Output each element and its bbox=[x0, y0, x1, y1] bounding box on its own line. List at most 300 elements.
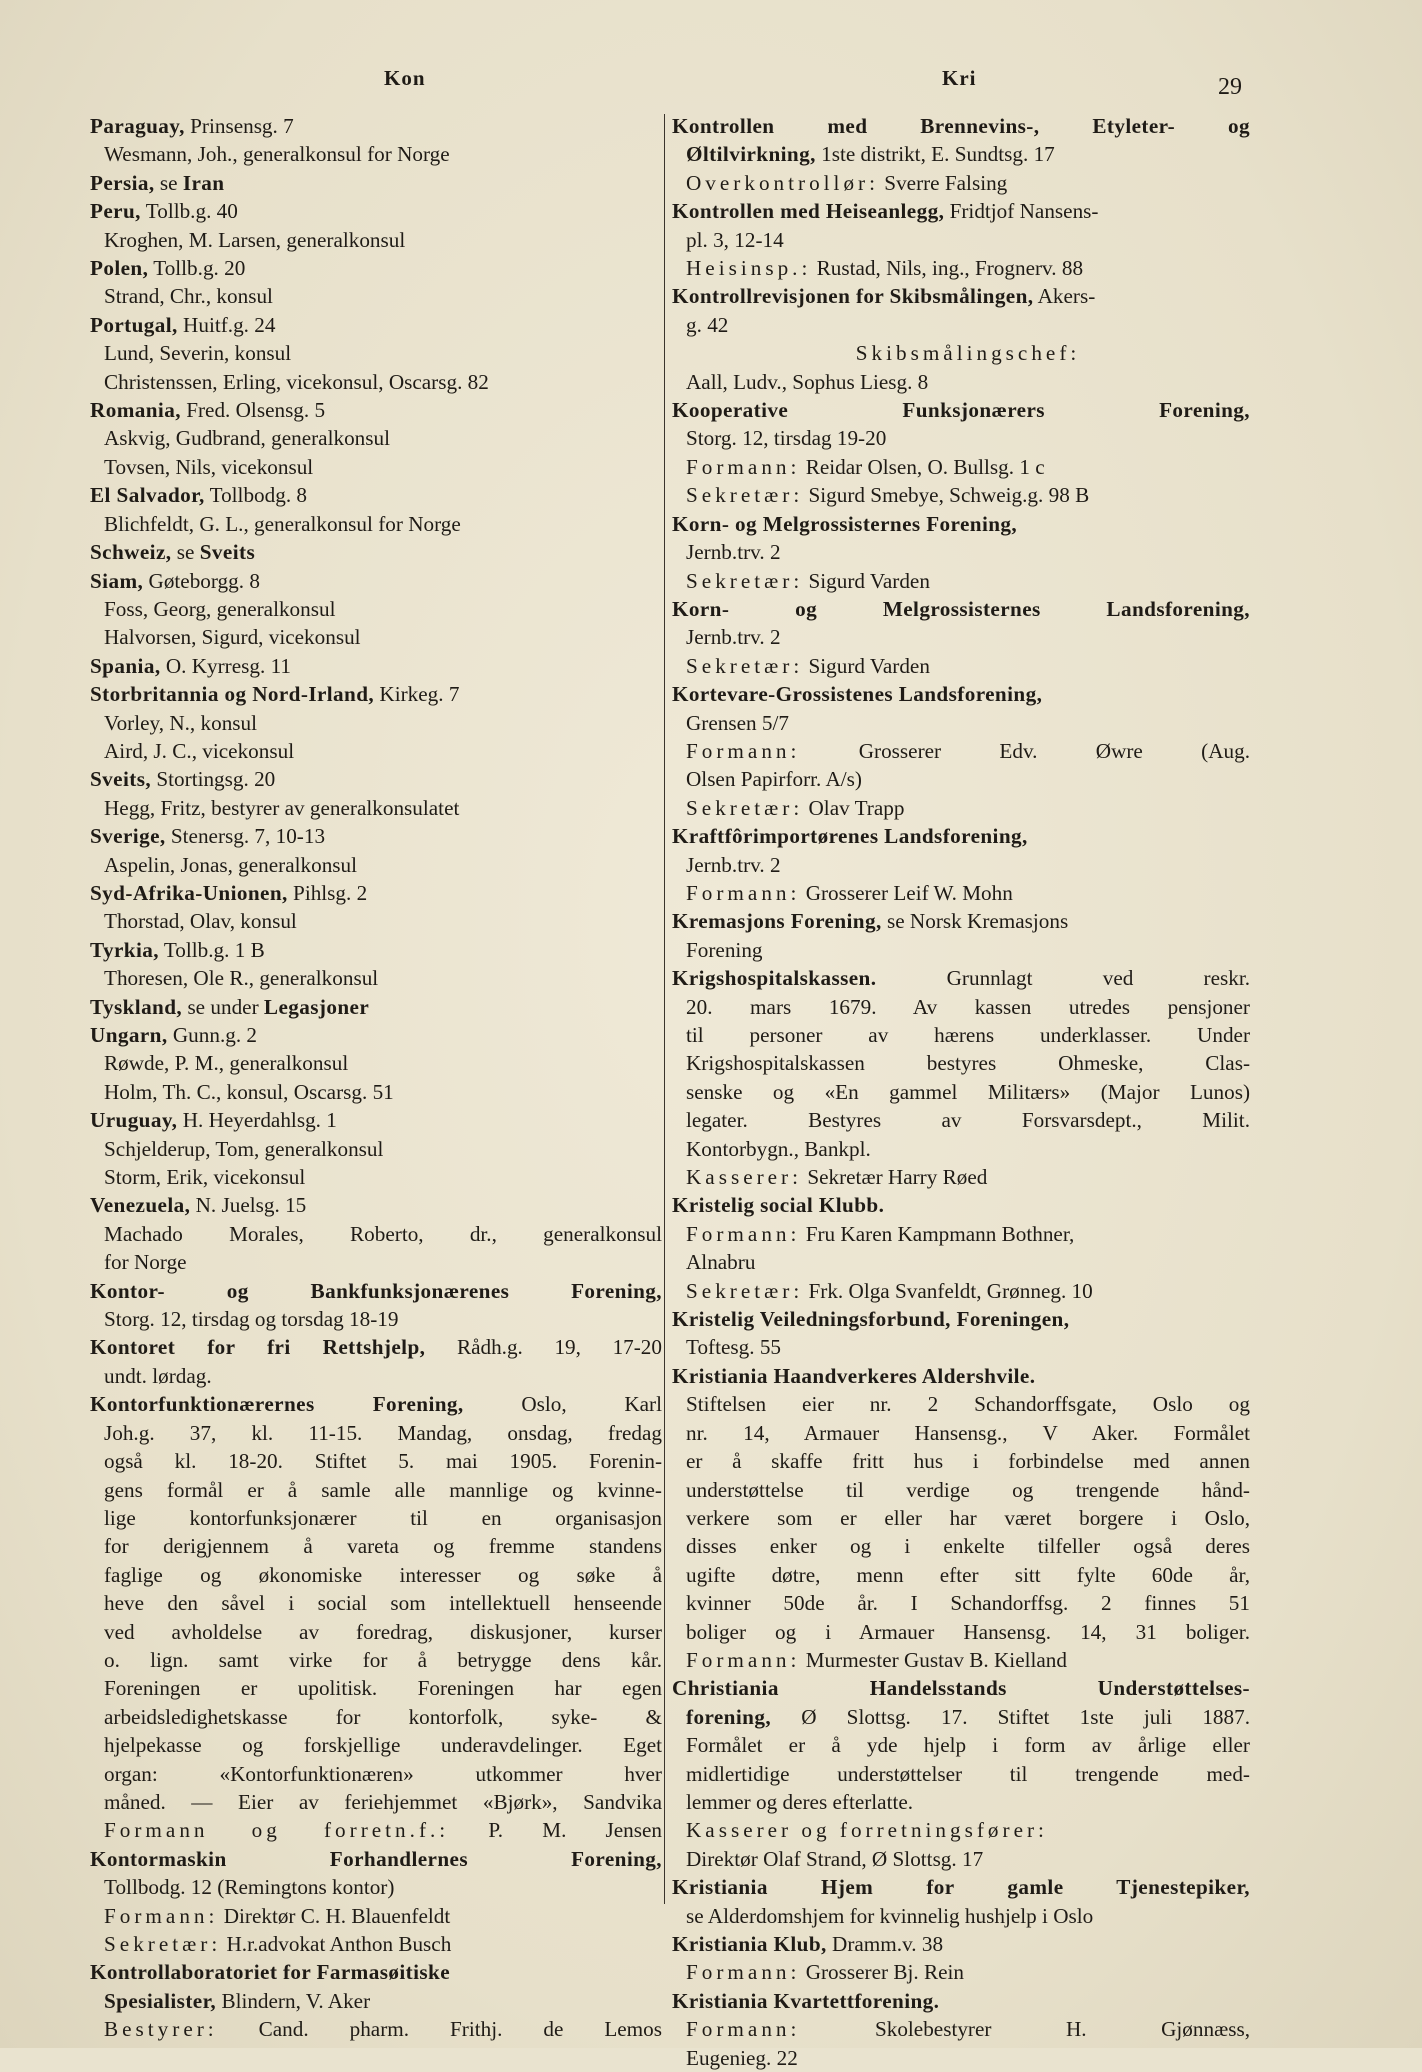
entry-line bbox=[672, 1958, 1250, 1986]
entry-text: 1ste distrikt, E. Sundtsg. 17 bbox=[815, 142, 1055, 167]
entry-text: Machado Morales, Roberto, dr., generalkonsul bbox=[104, 1221, 662, 1246]
entry-text: Joh.g. 37, kl. 11-15. Mandag, onsdag, fredag bbox=[104, 1420, 662, 1445]
entry-heading: Siam, bbox=[90, 568, 144, 593]
entry-text: H.r.advokat Anthon Busch bbox=[221, 1932, 452, 1956]
entry-line bbox=[90, 964, 662, 992]
entry-line bbox=[672, 1333, 1250, 1361]
entry-line bbox=[672, 1532, 1250, 1560]
entry-line bbox=[90, 1135, 662, 1163]
entry-text: Tollbodg. 8 bbox=[204, 483, 308, 508]
entry-text: senske og «En gammel Militærs» (Major Lunos) bbox=[686, 1079, 1250, 1104]
entry-line bbox=[672, 1021, 1250, 1049]
entry-text: Olsen Papirforr. A/s) bbox=[686, 767, 862, 792]
entry-text: Rådh.g. 19, 17-20 bbox=[425, 1335, 662, 1360]
entry-line bbox=[90, 993, 662, 1021]
entry-heading: Kontrollrevisjonen for Skibsmålingen, bbox=[672, 284, 1034, 309]
entry-text: Sigurd Smebye, Schweig.g. 98 B bbox=[803, 483, 1090, 508]
entry-line bbox=[90, 1760, 662, 1788]
entry-line bbox=[90, 1788, 662, 1816]
entry-line bbox=[90, 1532, 662, 1560]
entry-heading: Øltilvirkning, bbox=[686, 142, 816, 167]
entry-text: Schjelderup, Tom, generalkonsul bbox=[104, 1136, 384, 1161]
entry-line bbox=[672, 1191, 1250, 1219]
running-header-left: Kon bbox=[384, 66, 426, 90]
role-label: Kasserer: bbox=[686, 1165, 803, 1190]
entry-line bbox=[90, 1191, 662, 1219]
entry-text: Tollb.g. 1 B bbox=[158, 937, 265, 962]
entry-text: Sekretær Harry Røed bbox=[802, 1165, 988, 1190]
entry-heading: Schweiz, bbox=[90, 540, 172, 565]
entry-line bbox=[672, 339, 1250, 367]
entry-line bbox=[90, 851, 662, 879]
entry-text: Kontorbygn., Bankpl. bbox=[686, 1136, 871, 1161]
entry-line bbox=[672, 1816, 1250, 1844]
entry-line bbox=[672, 1845, 1250, 1873]
entry-text: se Alderdomshjem for kvinnelig hushjelp i Oslo bbox=[686, 1903, 1094, 1928]
entry-text: Akers- bbox=[1033, 284, 1096, 309]
entry-text: Frk. Olga Svanfeldt, Grønneg. 10 bbox=[803, 1278, 1093, 1303]
entry-text: Storg. 12, tirsdag og torsdag 18-19 bbox=[104, 1307, 399, 1332]
entry-text: pl. 3, 12-14 bbox=[686, 227, 784, 252]
entry-heading: Kraftfôrimportørenes Landsforening, bbox=[672, 824, 1028, 849]
entry-text: Storm, Erik, vicekonsul bbox=[104, 1165, 306, 1190]
entry-line bbox=[672, 1248, 1250, 1276]
entry-text: Foss, Georg, generalkonsul bbox=[104, 596, 336, 621]
entry-heading: Portugal, bbox=[90, 312, 178, 337]
entry-line bbox=[90, 311, 662, 339]
entry-line bbox=[672, 1220, 1250, 1248]
entry-line bbox=[672, 481, 1250, 509]
entry-line bbox=[672, 1390, 1250, 1418]
entry-heading: Iran bbox=[182, 170, 225, 195]
entry-text: Tollbodg. 12 (Remingtons kontor) bbox=[104, 1875, 395, 1900]
entry-text: disses enker og i enkelte tilfeller også deres bbox=[686, 1534, 1250, 1559]
entry-line bbox=[672, 1561, 1250, 1589]
entry-heading: Ungarn, bbox=[90, 1023, 168, 1047]
role-label: Sekretær: bbox=[686, 795, 804, 820]
entry-text: faglige og økonomiske interesser og søke å bbox=[104, 1562, 662, 1587]
entry-heading: Kristiania Kvartettforening. bbox=[672, 1988, 940, 2013]
entry-line bbox=[90, 1163, 662, 1191]
entry-text: O. Kyrresg. 11 bbox=[160, 653, 291, 678]
entry-line bbox=[672, 1163, 1250, 1191]
entry-line bbox=[672, 993, 1250, 1021]
entry-text: Tollb.g. 20 bbox=[148, 256, 246, 281]
entry-text: Olav Trapp bbox=[803, 795, 905, 820]
entry-heading: Kontrollaboratoriet for Farmasøitiske bbox=[90, 1960, 451, 1985]
entry-text: Fred. Olsensg. 5 bbox=[180, 398, 326, 423]
entry-line bbox=[90, 567, 662, 595]
entry-text: Cand. pharm. Frithj. de Lemos bbox=[217, 2017, 662, 2042]
entry-line bbox=[672, 567, 1250, 595]
entry-line bbox=[672, 311, 1250, 339]
entry-heading: Persia, bbox=[90, 170, 155, 195]
entry-line bbox=[90, 595, 662, 623]
entry-line bbox=[672, 282, 1250, 310]
entry-line bbox=[672, 680, 1250, 708]
entry-text: Tollb.g. 40 bbox=[140, 199, 238, 224]
entry-line bbox=[672, 169, 1250, 197]
entry-line bbox=[672, 453, 1250, 481]
entry-text: Murmester Gustav B. Kielland bbox=[800, 1647, 1067, 1672]
entry-line bbox=[90, 169, 662, 197]
entry-line bbox=[672, 623, 1250, 651]
role-label: Formann: bbox=[686, 1647, 801, 1672]
entry-line bbox=[672, 1674, 1250, 1702]
entry-text: Stenersg. 7, 10-13 bbox=[165, 824, 326, 849]
entry-heading: Spesialister, bbox=[104, 1988, 217, 2013]
role-label: Formann: bbox=[686, 1221, 801, 1246]
entry-text: se bbox=[154, 170, 183, 195]
entry-line bbox=[90, 112, 662, 140]
entry-text: Jernb.trv. 2 bbox=[686, 540, 781, 565]
entry-heading: Syd-Afrika-Unionen, bbox=[90, 880, 288, 905]
entry-line bbox=[90, 1220, 662, 1248]
entry-text: Halvorsen, Sigurd, vicekonsul bbox=[104, 625, 361, 650]
entry-heading: Korn- og Melgrossisternes Forening, bbox=[672, 511, 1018, 536]
entry-text: Prinsensg. 7 bbox=[184, 114, 294, 138]
entry-line bbox=[90, 481, 662, 509]
entry-text: Alnabru bbox=[686, 1250, 756, 1275]
entry-text: Krigshospitalskassen bestyres Ohmeske, Clas- bbox=[686, 1051, 1250, 1076]
entry-line bbox=[90, 1049, 662, 1077]
entry-line bbox=[90, 453, 662, 481]
entry-line bbox=[672, 538, 1250, 566]
entry-heading: Kremasjons Forening, bbox=[672, 909, 882, 934]
entry-text: Røwde, P. M., generalkonsul bbox=[104, 1051, 349, 1076]
entry-line bbox=[90, 709, 662, 737]
entry-line bbox=[90, 1703, 662, 1731]
entry-line bbox=[90, 1902, 662, 1930]
entry-heading: Kristiania Haandverkeres Aldershvile. bbox=[672, 1363, 1036, 1388]
entry-text: arbeidsledighetskasse for kontorfolk, syke- & bbox=[104, 1704, 662, 1729]
entry-text: organ: «Kontorfunktionæren» utkommer hver bbox=[104, 1761, 662, 1786]
entry-text: Hegg, Fritz, bestyrer av generalkonsulatet bbox=[104, 795, 460, 820]
entry-heading: Kristelig Veiledningsforbund, Foreningen, bbox=[672, 1307, 1070, 1332]
entry-line bbox=[90, 197, 662, 225]
entry-text: måned. — Eier av feriehjemmet «Bjørk», Sandvika bbox=[104, 1789, 662, 1814]
entry-line bbox=[672, 1731, 1250, 1759]
entry-text: Christenssen, Erling, vicekonsul, Oscarsg. 82 bbox=[104, 369, 489, 394]
entry-text: H. Heyerdahlsg. 1 bbox=[177, 1108, 337, 1133]
entry-line bbox=[672, 851, 1250, 879]
entry-line bbox=[672, 1049, 1250, 1077]
entry-line bbox=[672, 1305, 1250, 1333]
entry-line bbox=[672, 140, 1250, 168]
entry-line bbox=[90, 1248, 662, 1276]
entry-heading: Christiania Handelsstands Understøttelses- bbox=[672, 1676, 1250, 1701]
entry-line bbox=[90, 1845, 662, 1873]
entry-text: Forening bbox=[686, 937, 763, 962]
entry-line bbox=[672, 709, 1250, 737]
entry-text: boliger og i Armauer Hansensg. 14, 31 boliger. bbox=[686, 1619, 1250, 1644]
entry-line bbox=[90, 1362, 662, 1390]
entry-line bbox=[90, 680, 662, 708]
entry-text: til personer av hærens underklasser. Under bbox=[686, 1023, 1250, 1047]
entry-line bbox=[90, 1987, 662, 2015]
role-label: Bestyrer: bbox=[104, 2017, 218, 2042]
entry-text: ugifte døtre, menn efter sitt fylte 60de år, bbox=[686, 1562, 1250, 1587]
entry-text: Fridtjof Nansens- bbox=[944, 199, 1099, 224]
entry-text: Formålet er å yde hjelp i form av årlige eller bbox=[686, 1733, 1250, 1758]
entry-line bbox=[90, 1277, 662, 1305]
role-label: Formann: bbox=[686, 1960, 801, 1985]
entry-line bbox=[90, 907, 662, 935]
entry-text: o. lign. samt virke for å betrygge dens kår. bbox=[104, 1647, 662, 1672]
entry-text: ved avholdelse av foredrag, diskusjoner, kurser bbox=[104, 1619, 662, 1644]
entry-text: Stortingsg. 20 bbox=[151, 767, 276, 792]
entry-line bbox=[672, 1078, 1250, 1106]
entry-heading: El Salvador, bbox=[90, 483, 205, 508]
entry-text: heve den såvel i social som intellektuell henseende bbox=[104, 1591, 662, 1616]
entry-text: Direktør C. H. Blauenfeldt bbox=[218, 1903, 451, 1928]
entry-text: Dramm.v. 38 bbox=[826, 1932, 944, 1956]
entry-heading: Krigshospitalskassen. bbox=[672, 966, 877, 991]
entry-text: Storg. 12, tirsdag 19-20 bbox=[686, 426, 887, 451]
entry-line bbox=[90, 623, 662, 651]
entry-line bbox=[672, 2015, 1250, 2043]
entry-heading: Legasjoner bbox=[263, 994, 370, 1019]
entry-line bbox=[672, 765, 1250, 793]
entry-line bbox=[90, 794, 662, 822]
entry-line bbox=[672, 1277, 1250, 1305]
entry-heading: Kristiania Klub, bbox=[672, 1932, 827, 1956]
entry-text: Ø Slottsg. 17. Stiftet 1ste juli 1887. bbox=[771, 1704, 1250, 1729]
entry-heading: Sveits bbox=[199, 540, 256, 565]
entry-line bbox=[90, 1333, 662, 1361]
entry-line bbox=[90, 1106, 662, 1134]
entry-text: Sverre Falsing bbox=[878, 170, 1008, 195]
entry-heading: Kristiania Hjem for gamle Tjenestepiker, bbox=[672, 1875, 1250, 1900]
entry-heading: forening, bbox=[686, 1704, 772, 1729]
running-header-right: Kri bbox=[942, 66, 977, 90]
entry-line bbox=[672, 794, 1250, 822]
role-label: Formann: bbox=[686, 738, 801, 763]
entry-line bbox=[672, 396, 1250, 424]
entry-line bbox=[90, 1873, 662, 1901]
entry-text: understøttelse til verdige og trengende hånd- bbox=[686, 1477, 1250, 1502]
entry-text: P. M. Jensen bbox=[449, 1818, 662, 1843]
entry-text: se under bbox=[182, 994, 264, 1019]
entry-heading: Romania, bbox=[90, 398, 181, 423]
entry-line bbox=[90, 1078, 662, 1106]
entry-heading: Kontoret for fri Rettshjelp, bbox=[90, 1335, 426, 1360]
entry-line bbox=[672, 1788, 1250, 1816]
entry-line bbox=[90, 737, 662, 765]
entry-line bbox=[672, 1106, 1250, 1134]
entry-heading: Korn- og Melgrossisternes Landsforening, bbox=[672, 596, 1250, 621]
entry-heading: Peru, bbox=[90, 199, 141, 224]
entry-line bbox=[672, 226, 1250, 254]
entry-line bbox=[90, 1504, 662, 1532]
entry-text: nr. 14, Armauer Hansensg., V Aker. Formålet bbox=[686, 1420, 1250, 1445]
entry-line bbox=[672, 1135, 1250, 1163]
entry-line bbox=[672, 1930, 1250, 1958]
entry-text: Holm, Th. C., konsul, Oscarsg. 51 bbox=[104, 1079, 394, 1104]
entry-line bbox=[672, 652, 1250, 680]
entry-line bbox=[672, 112, 1250, 140]
role-label: Sekretær: bbox=[686, 568, 804, 593]
entry-line bbox=[90, 879, 662, 907]
entry-heading: Kontor- og Bankfunksjonærenes Forening, bbox=[90, 1278, 662, 1303]
entry-line bbox=[90, 1589, 662, 1617]
entry-text: Kirkeg. 7 bbox=[374, 682, 460, 707]
role-label: Skibsmålingschef: bbox=[855, 341, 1081, 366]
entry-line bbox=[90, 339, 662, 367]
entry-text: undt. lørdag. bbox=[104, 1363, 212, 1388]
entry-line bbox=[90, 765, 662, 793]
role-label: Sekretær: bbox=[104, 1932, 222, 1956]
entry-text: Aird, J. C., vicekonsul bbox=[104, 738, 295, 763]
entry-line bbox=[672, 1589, 1250, 1617]
entry-text: Skolebestyrer H. Gjønnæss, bbox=[800, 2017, 1250, 2042]
entry-text: også kl. 18-20. Stiftet 5. mai 1905. Forenin- bbox=[104, 1449, 662, 1474]
entry-text: Kroghen, M. Larsen, generalkonsul bbox=[104, 227, 406, 252]
entry-text: Jernb.trv. 2 bbox=[686, 852, 781, 877]
entry-text: Gøteborgg. 8 bbox=[143, 568, 260, 593]
entry-text: verkere som er eller har været borgere i Oslo, bbox=[686, 1505, 1250, 1530]
entry-text: Fru Karen Kampmann Bothner, bbox=[800, 1221, 1075, 1246]
entry-text: Grosserer Edv. Øwre (Aug. bbox=[800, 738, 1250, 763]
entry-text: Huitf.g. 24 bbox=[177, 312, 276, 337]
entry-text: Blindern, V. Aker bbox=[216, 1988, 371, 2013]
role-label: Sekretær: bbox=[686, 1278, 804, 1303]
entry-text: er å skaffe fritt hus i forbindelse med annen bbox=[686, 1449, 1250, 1474]
role-label: Kasserer og forretningsfører: bbox=[686, 1818, 1048, 1843]
entry-text: se Norsk Kremasjons bbox=[881, 909, 1069, 934]
entry-line bbox=[90, 226, 662, 254]
entry-line bbox=[672, 510, 1250, 538]
role-label: Formann: bbox=[686, 880, 801, 905]
entry-line bbox=[90, 1674, 662, 1702]
entry-text: gens formål er å samle alle mannlige og kvinne- bbox=[104, 1477, 662, 1502]
entry-line bbox=[672, 1703, 1250, 1731]
column-divider bbox=[664, 114, 665, 1904]
entry-heading: Storbritannia og Nord-Irland, bbox=[90, 682, 375, 707]
entry-heading: Kortevare-Grossistenes Landsforening, bbox=[672, 682, 1043, 707]
entry-line bbox=[672, 1447, 1250, 1475]
entry-line bbox=[672, 1760, 1250, 1788]
role-label: Sekretær: bbox=[686, 483, 804, 508]
page-number: 29 bbox=[1218, 74, 1242, 100]
entry-line bbox=[90, 538, 662, 566]
entry-text: hjelpekasse og forskjellige underavdelinger. Eget bbox=[104, 1733, 662, 1758]
entry-text: for Norge bbox=[104, 1250, 187, 1275]
entry-heading: Sverige, bbox=[90, 824, 166, 849]
entry-text: Thoresen, Ole R., generalkonsul bbox=[104, 966, 379, 991]
entry-line bbox=[90, 1958, 662, 1986]
entry-line bbox=[672, 822, 1250, 850]
entry-text: Grensen 5/7 bbox=[686, 710, 789, 735]
entry-text: legater. Bestyres av Forsvarsdept., Milit. bbox=[686, 1108, 1250, 1133]
entry-text: Toftesg. 55 bbox=[686, 1335, 782, 1360]
entry-text: Gunn.g. 2 bbox=[167, 1023, 258, 1047]
entry-line bbox=[90, 424, 662, 452]
role-label: Heisinsp.: bbox=[686, 256, 812, 281]
entry-line bbox=[672, 1902, 1250, 1930]
entry-line bbox=[672, 737, 1250, 765]
role-label: Overkontrollør: bbox=[686, 170, 879, 195]
entry-line bbox=[90, 1731, 662, 1759]
entry-line bbox=[90, 140, 662, 168]
entry-heading: Kontrollen med Heiseanlegg, bbox=[672, 199, 945, 224]
entry-line bbox=[672, 595, 1250, 623]
entry-line bbox=[90, 254, 662, 282]
entry-text: Aall, Ludv., Sophus Liesg. 8 bbox=[686, 369, 929, 394]
right-column bbox=[672, 112, 1250, 2072]
role-label: Formann og forretn.f.: bbox=[104, 1818, 450, 1843]
entry-line bbox=[672, 964, 1250, 992]
entry-heading: Tyrkia, bbox=[90, 937, 159, 962]
entry-line bbox=[90, 510, 662, 538]
entry-line bbox=[90, 1305, 662, 1333]
entry-heading: Kooperative Funksjonærers Forening, bbox=[672, 398, 1250, 423]
entry-line bbox=[672, 936, 1250, 964]
entry-text: Wesmann, Joh., generalkonsul for Norge bbox=[104, 142, 450, 167]
entry-line bbox=[672, 424, 1250, 452]
entry-heading: Kontorfunktionærernes Forening, bbox=[90, 1392, 464, 1417]
role-label: Formann: bbox=[104, 1903, 219, 1928]
role-label: Formann: bbox=[686, 2017, 801, 2042]
entry-text: Tovsen, Nils, vicekonsul bbox=[104, 454, 314, 479]
entry-text: Grosserer Bj. Rein bbox=[800, 1960, 964, 1985]
entry-line bbox=[90, 1930, 662, 1958]
entry-text: Rustad, Nils, ing., Frognerv. 88 bbox=[811, 256, 1084, 281]
entry-heading: Kristelig social Klubb. bbox=[672, 1193, 885, 1218]
entry-line bbox=[90, 1390, 662, 1418]
entry-line bbox=[672, 197, 1250, 225]
entry-text: Pihlsg. 2 bbox=[287, 880, 368, 905]
entry-line bbox=[672, 254, 1250, 282]
entry-line bbox=[672, 1362, 1250, 1390]
entry-line bbox=[90, 1646, 662, 1674]
entry-heading: Uruguay, bbox=[90, 1108, 178, 1133]
entry-text: Direktør Olaf Strand, Ø Slottsg. 17 bbox=[686, 1846, 984, 1871]
entry-line bbox=[672, 1618, 1250, 1646]
entry-line bbox=[672, 1419, 1250, 1447]
role-label: Sekretær: bbox=[686, 653, 804, 678]
entry-line bbox=[90, 1816, 662, 1844]
entry-text: se bbox=[171, 540, 200, 565]
entry-line bbox=[90, 1476, 662, 1504]
entry-text: Reidar Olsen, O. Bullsg. 1 c bbox=[800, 454, 1045, 479]
entry-line bbox=[672, 1504, 1250, 1532]
entry-heading: Polen, bbox=[90, 256, 149, 281]
entry-line bbox=[672, 1646, 1250, 1674]
entry-text: lige kontorfunksjonærer til en organisasjon bbox=[104, 1505, 662, 1530]
entry-line bbox=[90, 368, 662, 396]
entry-text: g. 42 bbox=[686, 312, 729, 337]
entry-line bbox=[90, 936, 662, 964]
entry-text: Eugenieg. 22 bbox=[686, 2045, 798, 2070]
entry-text: Strand, Chr., konsul bbox=[104, 284, 273, 309]
role-label: Formann: bbox=[686, 454, 801, 479]
entry-line bbox=[672, 1476, 1250, 1504]
entry-text: kvinner 50de år. I Schandorffsg. 2 finnes 51 bbox=[686, 1591, 1250, 1616]
entry-text: Askvig, Gudbrand, generalkonsul bbox=[104, 426, 390, 451]
entry-text: Thorstad, Olav, konsul bbox=[104, 909, 297, 934]
entry-heading: Tyskland, bbox=[90, 994, 183, 1019]
left-column bbox=[90, 112, 662, 2044]
entry-line bbox=[672, 879, 1250, 907]
entry-text: Lund, Severin, konsul bbox=[104, 341, 292, 366]
entry-text: for derigjennem å vareta og fremme standens bbox=[104, 1534, 662, 1559]
entry-text: Stiftelsen eier nr. 2 Schandorffsgate, Oslo og bbox=[686, 1392, 1250, 1417]
entry-heading: Sveits, bbox=[90, 767, 152, 792]
entry-text: Grosserer Leif W. Mohn bbox=[800, 880, 1013, 905]
entry-line bbox=[90, 282, 662, 310]
entry-text: Foreningen er upolitisk. Foreningen har egen bbox=[104, 1676, 662, 1701]
